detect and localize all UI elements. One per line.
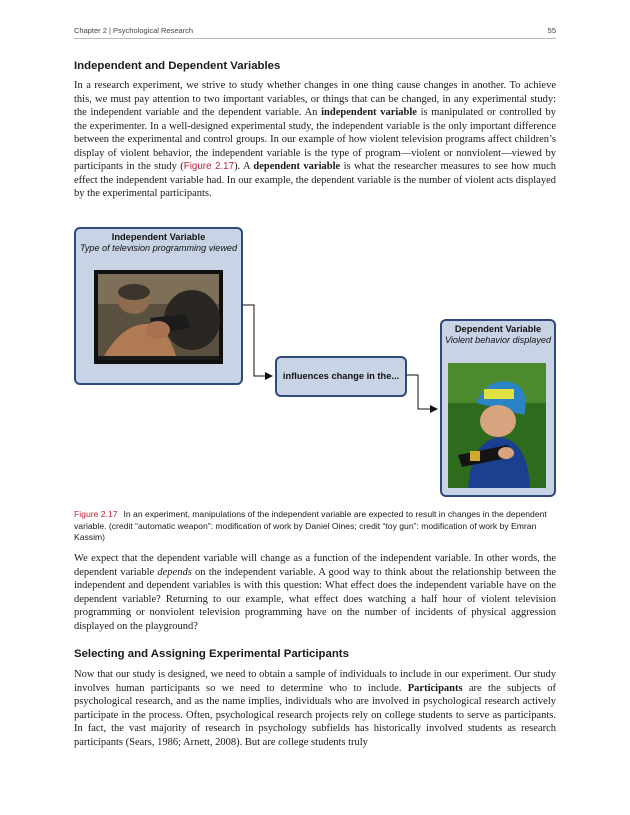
- text-run: are the subjects of psychological research, and as the name implies, individuals who are involved in psychological research actively participate in the process. Often, psychological research projects rely on college students to serve as participants. In fact, the vast majority of research in psychology subfields has historically involved students as research participants (Sears, 1986; Arnett, 2008). But are college students truly: [74, 682, 556, 748]
- page-number: 55: [547, 26, 556, 35]
- text-run: We expect that the dependent variable will change as a function of the independent variable. In other words, the dependent variable: [74, 553, 556, 578]
- child-with-toy-gun-photo: [448, 363, 546, 488]
- key-term: independent variable: [321, 107, 417, 118]
- chapter-title: Chapter 2 | Psychological Research: [74, 26, 194, 35]
- text-run: is manipulated or controlled by the experimenter. In a well-designed experimental study, the independent variable is the only important difference between the experimental and control groups. In our example of how violent television programs affect children’s display of violent behavior, the independent variable is the type of program—violent or nonviolent—viewed by participants in the study (: [74, 107, 556, 172]
- independent-variable-title: Independent Variable: [111, 232, 206, 242]
- text-run: In a research experiment, we strive to study whether changes in one thing cause changes in another. To achieve this, we must pay attention to two important variables, or things that can be changed, in any experimental study: the independent variable and the dependent variable. An: [74, 80, 556, 118]
- independent-variable-subtitle: Type of television programming viewed: [79, 243, 238, 253]
- figure-2-17: [74, 227, 556, 497]
- television-action-scene-photo: [94, 270, 223, 364]
- influences-change-label: influences change in the...: [282, 371, 400, 381]
- text-run: on the independent variable. A good way to think about the relationship between the independent and dependent variables is with this question: What effect does the independent variable have on the dependent variable? Returning to our example, what effect does watching a half hour of violent television programming or nonviolent television programming have on the number of incidents of physical aggression displayed on the playground?: [74, 566, 556, 632]
- key-term: Participants: [407, 682, 463, 694]
- text-run: depends: [157, 566, 192, 578]
- section-heading-variables: Independent and Dependent Variables: [74, 60, 281, 72]
- text-run: ). A: [234, 161, 254, 172]
- text-run: is what the researcher measures to see how much effect the independent variable had. In our example, the dependent variable is the number of violent acts displayed by the experimental participants.: [74, 161, 557, 199]
- dependent-variable-title: Dependent Variable: [454, 324, 542, 334]
- paragraph-participants: [74, 668, 556, 749]
- figure-caption-text: In an experiment, manipulations of the independent variable are expected to result in changes in the dependent variable. (credit “automatic weapon”: modification of work by Daniel Oines; credit “toy gun”: modification of work by Emran Kassim): [74, 509, 547, 543]
- independent-variable-box: [74, 227, 243, 385]
- paragraph-dependence: [74, 552, 556, 633]
- dependent-variable-subtitle: Violent behavior displayed: [445, 335, 551, 345]
- paragraph-variables: [74, 79, 556, 201]
- figure-caption: [74, 509, 556, 544]
- influences-change-box: [275, 356, 407, 397]
- arrow-to-dependent: [405, 375, 436, 409]
- text-run: Now that our study is designed, we need to obtain a sample of individuals to include in our experiment. Our study involves human participants so we need to determine who to include.: [74, 669, 556, 694]
- arrow-to-middle: [241, 305, 271, 376]
- key-term: dependent variable: [253, 161, 341, 172]
- running-header: [74, 24, 556, 39]
- section-heading-participants: Selecting and Assigning Experimental Participants: [74, 648, 349, 660]
- figure-reference-link[interactable]: Figure 2.17: [183, 161, 235, 172]
- figure-caption-label: Figure 2.17: [74, 509, 118, 519]
- dependent-variable-box: [440, 319, 556, 497]
